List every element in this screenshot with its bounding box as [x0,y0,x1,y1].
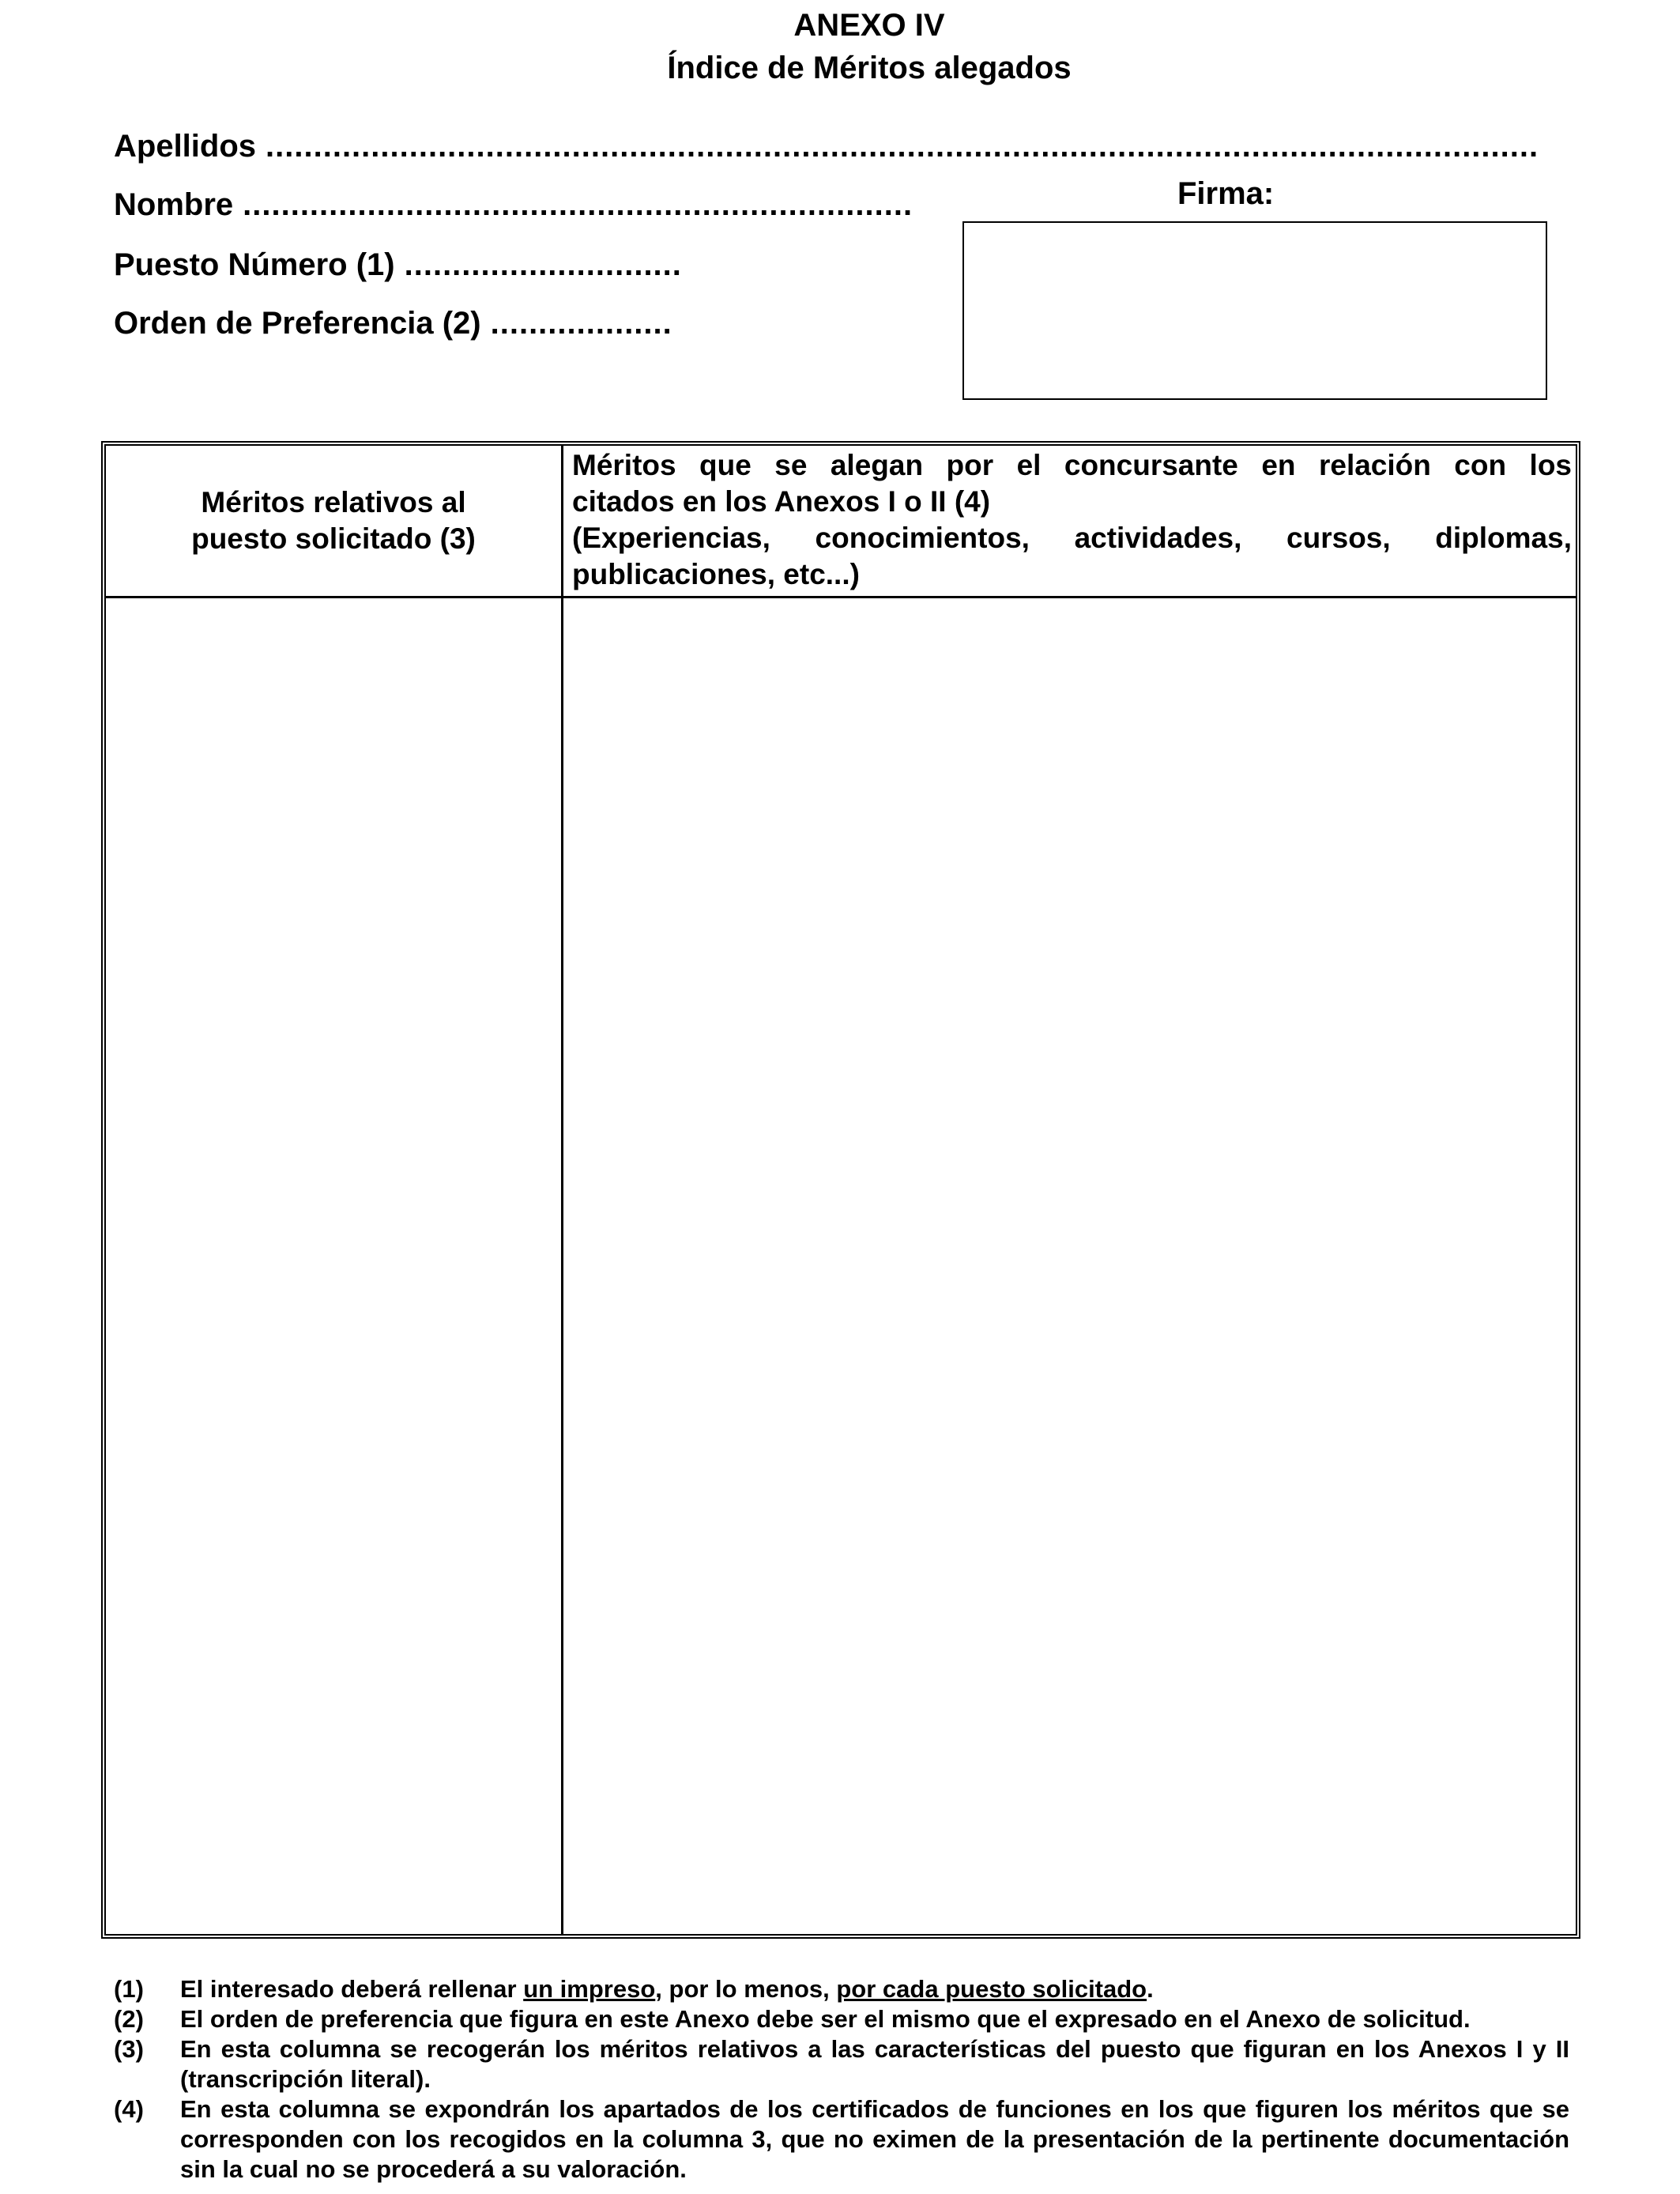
footnote-1-text-part: . [1147,1975,1154,2003]
footnote-3 [114,2034,1569,2094]
field-orden-preferencia[interactable] [114,303,672,343]
footnote-3-text: En esta columna se recogerán los méritos relativos a las características del puesto que figuran en los Anexos I y II (transcripción literal). [180,2035,1569,2093]
footnote-1 [114,1974,1569,2004]
footnote-1-text [180,1974,1569,2004]
column-header-meritos-alegados [572,447,1572,593]
footnote-1-number: (1) [114,1975,144,2003]
meritos-relativos-cell[interactable] [106,598,561,1934]
footnote-1-underlined-impreso: un impreso [523,1975,656,2003]
signature-label: Firma: [1177,176,1275,211]
field-nombre-label: Nombre [114,187,234,222]
field-puesto-numero-label: Puesto Número (1) [114,247,395,282]
field-nombre-dots: ...................................................................... [243,187,913,222]
document-subtitle: Índice de Méritos alegados [667,51,1072,85]
footnote-2-text: El orden de preferencia que figura en este Anexo debe ser el mismo que el expresado en el Anexo de solicitud. [180,2005,1471,2033]
signature-box[interactable] [962,221,1547,400]
field-apellidos[interactable] [114,126,1539,166]
footnote-4-text: En esta columna se expondrán los apartados de los certificados de funciones en los que figuren los méritos que se corresponden con los recogidos en la columna 3, que no eximen de la presentación de la pertinente documentación sin la cual no se procederá a su valoración. [180,2095,1569,2183]
meritos-alegados-cell[interactable] [563,598,1576,1934]
footnote-4-number: (4) [114,2095,144,2123]
field-orden-preferencia-dots: ................... [490,306,672,341]
column-header-meritos-relativos [106,446,561,596]
footnote-4 [114,2094,1569,2185]
field-puesto-numero[interactable] [114,245,682,285]
footnote-3-number: (3) [114,2035,144,2063]
footnote-1-text-part: , por lo menos, [655,1975,837,2003]
column-header-left-line1: Méritos relativos al [201,486,466,518]
footnote-1-text-part: El interesado deberá rellenar [180,1975,524,2003]
column-header-right-line1: Méritos que se alegan por el concursante en relación con los [572,449,1572,481]
field-puesto-numero-dots: ............................. [404,247,682,282]
field-orden-preferencia-label: Orden de Preferencia (2) [114,306,481,341]
footnote-2-number: (2) [114,2005,144,2033]
column-header-right-line3: (Experiencias, conocimientos, actividades, cursos, diplomas, [572,522,1572,554]
footnotes [114,1974,1569,2185]
column-header-right-line2: citados en los Anexos I o II (4) [572,485,991,518]
field-apellidos-dots: ..................................................................................................................................... [266,129,1539,164]
footnote-1-underlined-puesto: por cada puesto solicitado [836,1975,1147,2003]
annex-title: ANEXO IV [793,8,945,43]
field-apellidos-label: Apellidos [114,129,257,164]
column-header-right-line4: publicaciones, etc...) [572,558,860,590]
field-nombre[interactable] [114,185,913,224]
merits-table [101,441,1580,1939]
footnote-2 [114,2004,1569,2034]
column-header-left-line2: puesto solicitado (3) [191,522,476,555]
